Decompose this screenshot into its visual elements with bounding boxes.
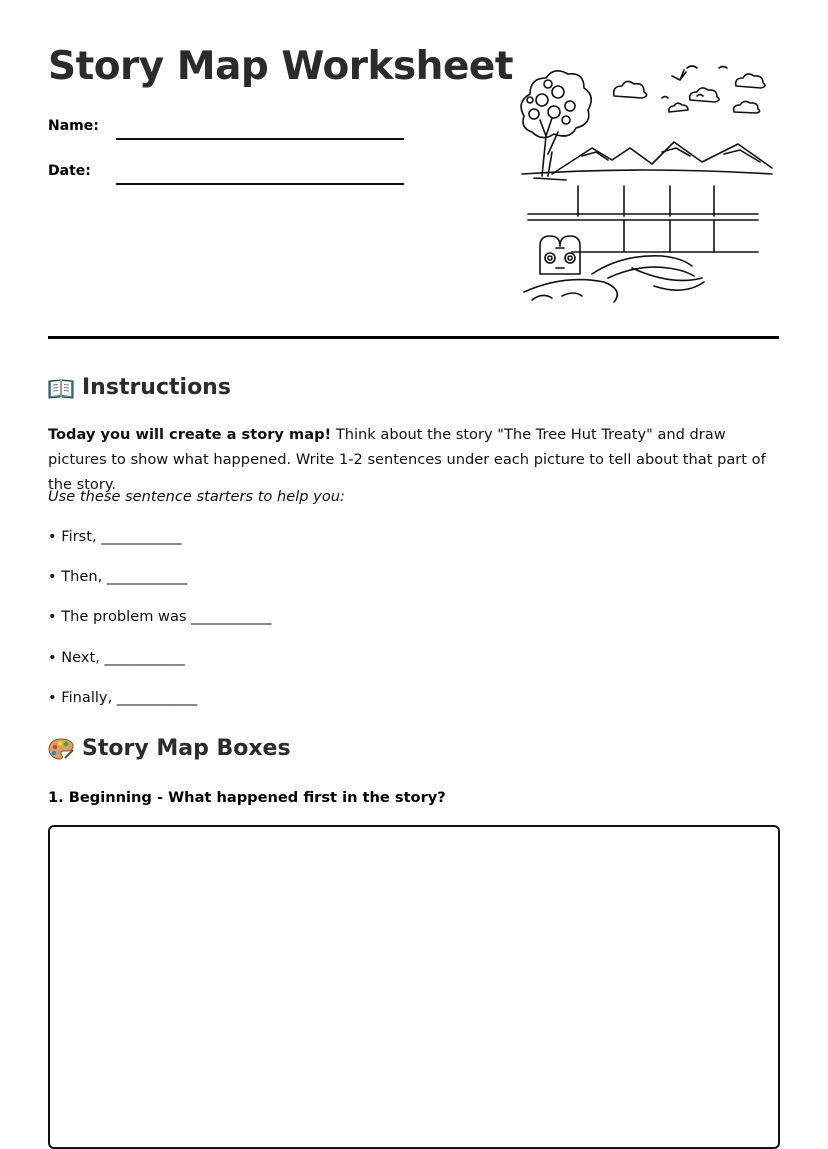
date-label: Date:	[48, 163, 91, 179]
date-field-line[interactable]	[116, 183, 404, 185]
fence	[528, 186, 758, 252]
carved-post	[540, 236, 580, 274]
sentence-starter: • Then, ___________	[48, 568, 188, 585]
sentence-starter: • The problem was ___________	[48, 608, 272, 625]
name-label: Name:	[48, 118, 99, 134]
mountains	[522, 142, 772, 174]
instructions-intro-text: Think about the story "The Tree Hut Treaty" and draw pictures to show what happened. Write 1-2 sentences under each picture to tell about that part of the story.	[48, 426, 766, 493]
sentence-starter: • Finally, ___________	[48, 689, 198, 706]
cloud-icon	[614, 74, 765, 113]
sentence-starter: • First, ___________	[48, 528, 182, 545]
instructions-text	[48, 422, 783, 497]
drawing-box-beginning[interactable]	[48, 825, 780, 1149]
instructions-heading	[48, 375, 231, 400]
box-question: 1. Beginning - What happened first in the story?	[48, 789, 446, 806]
open-book-icon	[48, 377, 74, 399]
instructions-heading-text: Instructions	[82, 375, 231, 400]
instructions-intro-bold: Today you will create a story map!	[48, 426, 332, 443]
sentence-starter: • Next, ___________	[48, 649, 185, 666]
name-field-line[interactable]	[116, 138, 404, 140]
page-title: Story Map Worksheet	[48, 44, 513, 89]
helper-text: Use these sentence starters to help you:	[48, 488, 345, 505]
landscape-illustration	[512, 56, 778, 312]
tree	[521, 71, 591, 180]
artist-palette-icon	[48, 738, 74, 760]
birds	[662, 66, 727, 98]
header-divider	[48, 336, 779, 339]
story-map-heading-text: Story Map Boxes	[82, 736, 291, 761]
story-map-heading	[48, 736, 291, 761]
